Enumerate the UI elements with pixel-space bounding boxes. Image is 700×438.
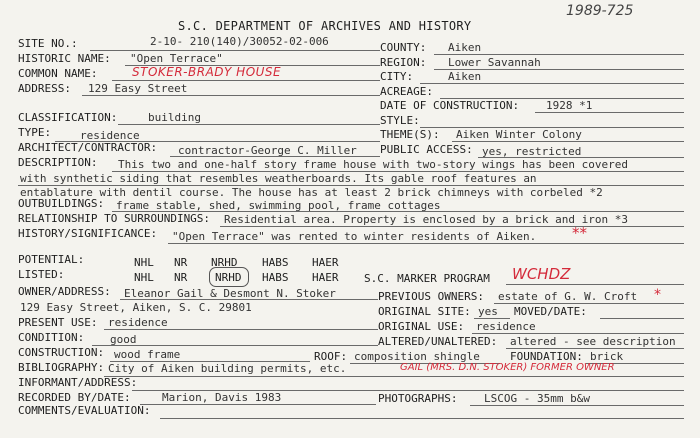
bibliography-line — [104, 376, 684, 377]
roof-label: ROOF: — [314, 350, 348, 363]
outbuildings-value: frame stable, shed, swimming pool, frame cottages — [116, 199, 441, 212]
potential-opt-haer[interactable]: HAER — [312, 256, 339, 269]
county-line — [434, 54, 684, 55]
city-label: CITY: — [380, 70, 414, 83]
acreage-label: ACREAGE: — [380, 85, 433, 98]
architect-label: ARCHITECT/CONTRACTOR: — [18, 141, 158, 154]
description-line-2: with synthetic siding that resembles weatherboards. Its gable roof features an — [20, 172, 537, 185]
site-no-value: 2-10- 210(140)/30052-02-006 — [150, 35, 329, 48]
condition-line — [92, 345, 378, 346]
potential-opt-nrhd[interactable]: NRHD — [211, 256, 238, 269]
previous-owners-label: PREVIOUS OWNERS: — [378, 290, 484, 303]
marker-program-value: WCHDZ — [512, 265, 571, 283]
outbuildings-label: OUTBUILDINGS: — [18, 197, 105, 210]
original-site-line — [474, 318, 510, 319]
potential-opt-nr[interactable]: NR — [174, 256, 188, 269]
altered-label: ALTERED/UNALTERED: — [378, 335, 498, 348]
recorded-by-label: RECORDED BY/DATE: — [18, 391, 131, 404]
relationship-label: RELATIONSHIP TO SURROUNDINGS: — [18, 212, 211, 225]
listed-label: LISTED: — [18, 268, 65, 281]
moved-date-line — [600, 318, 684, 319]
foundation-value: brick — [590, 350, 624, 363]
theme-label: THEME(S): — [380, 128, 440, 141]
site-no-line — [90, 50, 380, 51]
owner-rule — [120, 299, 378, 300]
common-name-label: COMMON NAME: — [18, 67, 98, 80]
relationship-value: Residential area. Property is enclosed by a brick and iron *3 — [224, 213, 628, 226]
moved-date-label: MOVED/DATE: — [514, 305, 587, 318]
city-line — [420, 83, 684, 84]
region-label: REGION: — [380, 56, 427, 69]
present-use-label: PRESENT USE: — [18, 316, 98, 329]
historic-name-label: HISTORIC NAME: — [18, 52, 111, 65]
accession-number: 1989-725 — [566, 3, 634, 19]
history-value: "Open Terrace" was rented to winter residents of Aiken. — [172, 230, 537, 243]
architect-value: contractor-George C. Miller — [178, 144, 357, 157]
marker-program-line — [506, 284, 684, 285]
region-value: Lower Savannah — [448, 56, 541, 69]
condition-value: good — [110, 333, 137, 346]
original-use-label: ORIGINAL USE: — [378, 320, 465, 333]
date-construction-value: 1928 *1 — [546, 99, 593, 112]
description-line-3: entablature with dentil course. The house has at least 2 brick chimneys with corbeled *2 — [20, 186, 603, 199]
history-mark: ** — [572, 224, 587, 242]
informant-label: INFORMANT/ADDRESS: — [18, 376, 138, 389]
classification-value: building — [148, 111, 201, 124]
original-use-line — [472, 333, 684, 334]
listed-opt-haer[interactable]: HAER — [312, 271, 339, 284]
address-line — [82, 95, 380, 96]
owner-line-2: 129 Easy Street, Aiken, S. C. 29801 — [20, 301, 252, 314]
condition-label: CONDITION: — [18, 331, 85, 344]
style-label: STYLE: — [380, 114, 420, 127]
common-name-value: STOKER-BRADY HOUSE — [132, 65, 282, 79]
date-construction-line — [535, 112, 684, 113]
common-name-line — [112, 80, 380, 81]
altered-value: altered - see description — [510, 335, 676, 348]
construction-value: wood frame — [114, 348, 181, 361]
comments-label: COMMENTS/EVALUATION: — [18, 404, 151, 417]
county-value: Aiken — [448, 41, 482, 54]
roof-value: composition shingle — [354, 350, 480, 363]
foundation-label: FOUNDATION: — [510, 350, 583, 363]
potential-opt-habs[interactable]: HABS — [262, 256, 289, 269]
public-access-label: PUBLIC ACCESS: — [380, 143, 473, 156]
photographs-value: LSCOG - 35mm b&w — [484, 392, 590, 405]
original-site-value: yes — [478, 305, 498, 318]
type-label: TYPE: — [18, 126, 52, 139]
photographs-label: PHOTOGRAPHS: — [378, 392, 458, 405]
history-line — [168, 243, 684, 244]
recorded-by-value: Marion, Davis 1983 — [162, 391, 282, 404]
theme-line — [452, 141, 684, 142]
original-site-label: ORIGINAL SITE: — [378, 305, 471, 318]
site-no-label: SITE NO.: — [18, 37, 78, 50]
potential-label: POTENTIAL: — [18, 253, 85, 266]
listed-opt-nhl[interactable]: NHL — [134, 271, 154, 284]
address-value: 129 Easy Street — [88, 82, 188, 95]
bibliography-value: City of Aiken building permits, etc. — [108, 362, 347, 375]
previous-owners-value: estate of G. W. Croft — [498, 290, 638, 303]
altered-line — [506, 348, 684, 349]
photographs-line — [470, 405, 684, 406]
nrhd-circle — [209, 267, 249, 287]
bibliography-note: GAIL (MRS. D.N. STOKER) FORMER OWNER — [400, 362, 615, 373]
historic-name-value: "Open Terrace" — [130, 52, 223, 65]
classification-line — [118, 124, 380, 125]
owner-label: OWNER/ADDRESS: — [18, 285, 111, 298]
bibliography-label: BIBLIOGRAPHY: — [18, 361, 105, 374]
description-line-1: This two and one-half story frame house with two-story wings has been covered — [118, 158, 628, 171]
relationship-line — [220, 226, 684, 227]
county-label: COUNTY: — [380, 41, 427, 54]
potential-opt-nhl[interactable]: NHL — [134, 256, 154, 269]
public-access-value: yes, restricted — [482, 145, 582, 158]
architect-line — [170, 156, 380, 157]
address-label: ADDRESS: — [18, 82, 71, 95]
classification-label: CLASSIFICATION: — [18, 111, 118, 124]
page-title: S.C. DEPARTMENT OF ARCHIVES AND HISTORY — [178, 19, 472, 33]
marker-program-label: S.C. MARKER PROGRAM — [364, 272, 490, 285]
previous-owners-line — [494, 303, 684, 304]
original-use-value: residence — [476, 320, 536, 333]
listed-opt-nr[interactable]: NR — [174, 271, 188, 284]
construction-label: CONSTRUCTION: — [18, 346, 105, 359]
history-label: HISTORY/SIGNIFICANCE: — [18, 227, 158, 240]
listed-opt-habs[interactable]: HABS — [262, 271, 289, 284]
previous-owners-mark: * — [654, 287, 661, 303]
recorded-by-line — [140, 404, 376, 405]
present-use-value: residence — [108, 316, 168, 329]
type-value: residence — [80, 129, 140, 142]
present-use-line — [104, 329, 378, 330]
date-construction-label: DATE OF CONSTRUCTION: — [380, 99, 520, 112]
theme-value: Aiken Winter Colony — [456, 128, 582, 141]
owner-line-1: Eleanor Gail & Desmont N. Stoker — [124, 287, 336, 300]
comments-line — [160, 418, 684, 419]
description-label: DESCRIPTION: — [18, 156, 98, 169]
listed-opt-nrhd[interactable]: NRHD — [215, 271, 242, 284]
city-value: Aiken — [448, 70, 482, 83]
